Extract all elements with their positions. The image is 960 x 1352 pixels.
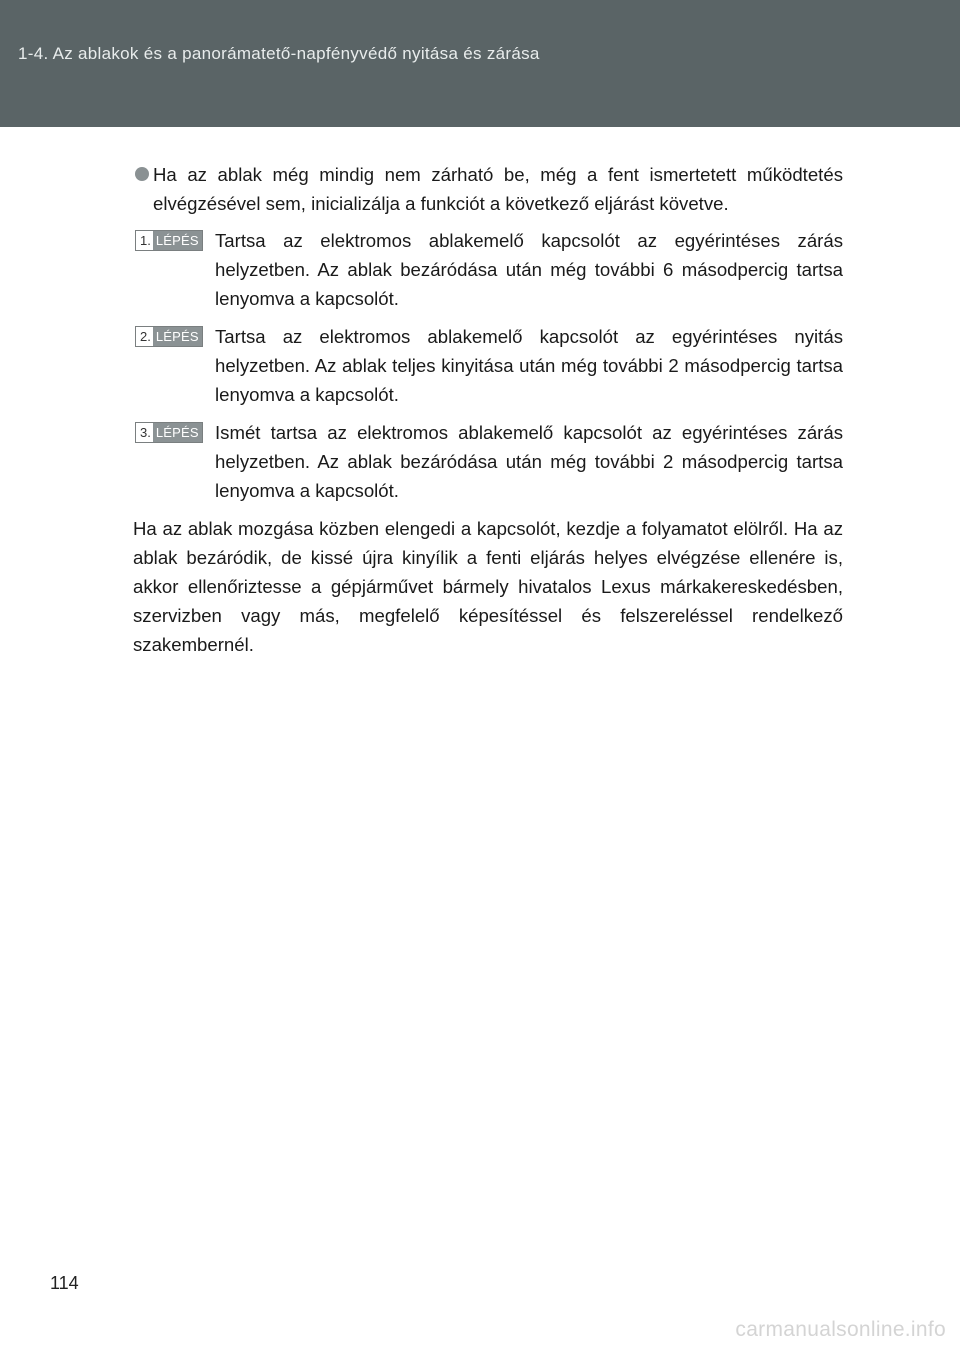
- step-label: LÉPÉS: [153, 231, 202, 250]
- note-paragraph: Ha az ablak mozgása közben elengedi a kapcsolót, kezdje a folyamatot elölről. Ha az ablak bezáródik, de kissé újra kinyílik a fenti eljárás helyes elvégzése ellenére is, akkor ellenőriztesse a gépjárművet bármely hivatalos Lexus márkakereskedésben, szervizben vagy más, megfelelő képesítéssel és felszereléssel rendelkező szakembernél.: [133, 518, 843, 655]
- step-badge-icon: [135, 326, 203, 347]
- bullet-paragraph: [133, 160, 843, 218]
- step-badge-icon: [135, 230, 203, 251]
- step-number: 2.: [136, 327, 153, 346]
- step-text: Tartsa az elektromos ablakemelő kapcsolót az egyérintéses zárás helyzetben. Az ablak bezáródása után még további 6 másodpercig tartsa lenyomva a kapcsolót.: [215, 230, 843, 309]
- section-title: 1-4. Az ablakok és a panorámatető-napfényvédő nyitása és zárása: [18, 44, 540, 63]
- page-number: 114: [50, 1273, 79, 1293]
- step-1: [133, 226, 843, 313]
- step-text: Ismét tartsa az elektromos ablakemelő kapcsolót az egyérintéses zárás helyzetben. Az ablak bezáródása után még további 2 másodpercig tartsa lenyomva a kapcsolót.: [215, 422, 843, 501]
- step-number: 3.: [136, 423, 153, 442]
- bullet-text: Ha az ablak még mindig nem zárható be, még a fent ismertetett működtetés elvégzésével sem, inicializálja a funkciót a következő eljárást követve.: [153, 164, 843, 214]
- step-badge-icon: [135, 422, 203, 443]
- watermark: carmanualsonline.info: [735, 1318, 946, 1341]
- step-label: LÉPÉS: [153, 327, 202, 346]
- step-text: Tartsa az elektromos ablakemelő kapcsolót az egyérintéses nyitás helyzetben. Az ablak teljes kinyitása után még további 2 másodpercig tartsa lenyomva a kapcsolót.: [215, 326, 843, 405]
- step-number: 1.: [136, 231, 153, 250]
- step-label: LÉPÉS: [153, 423, 202, 442]
- step-2: [133, 322, 843, 409]
- bullet-icon: [135, 167, 149, 181]
- page-content: [133, 160, 843, 659]
- step-3: [133, 418, 843, 505]
- page-header: [0, 0, 960, 127]
